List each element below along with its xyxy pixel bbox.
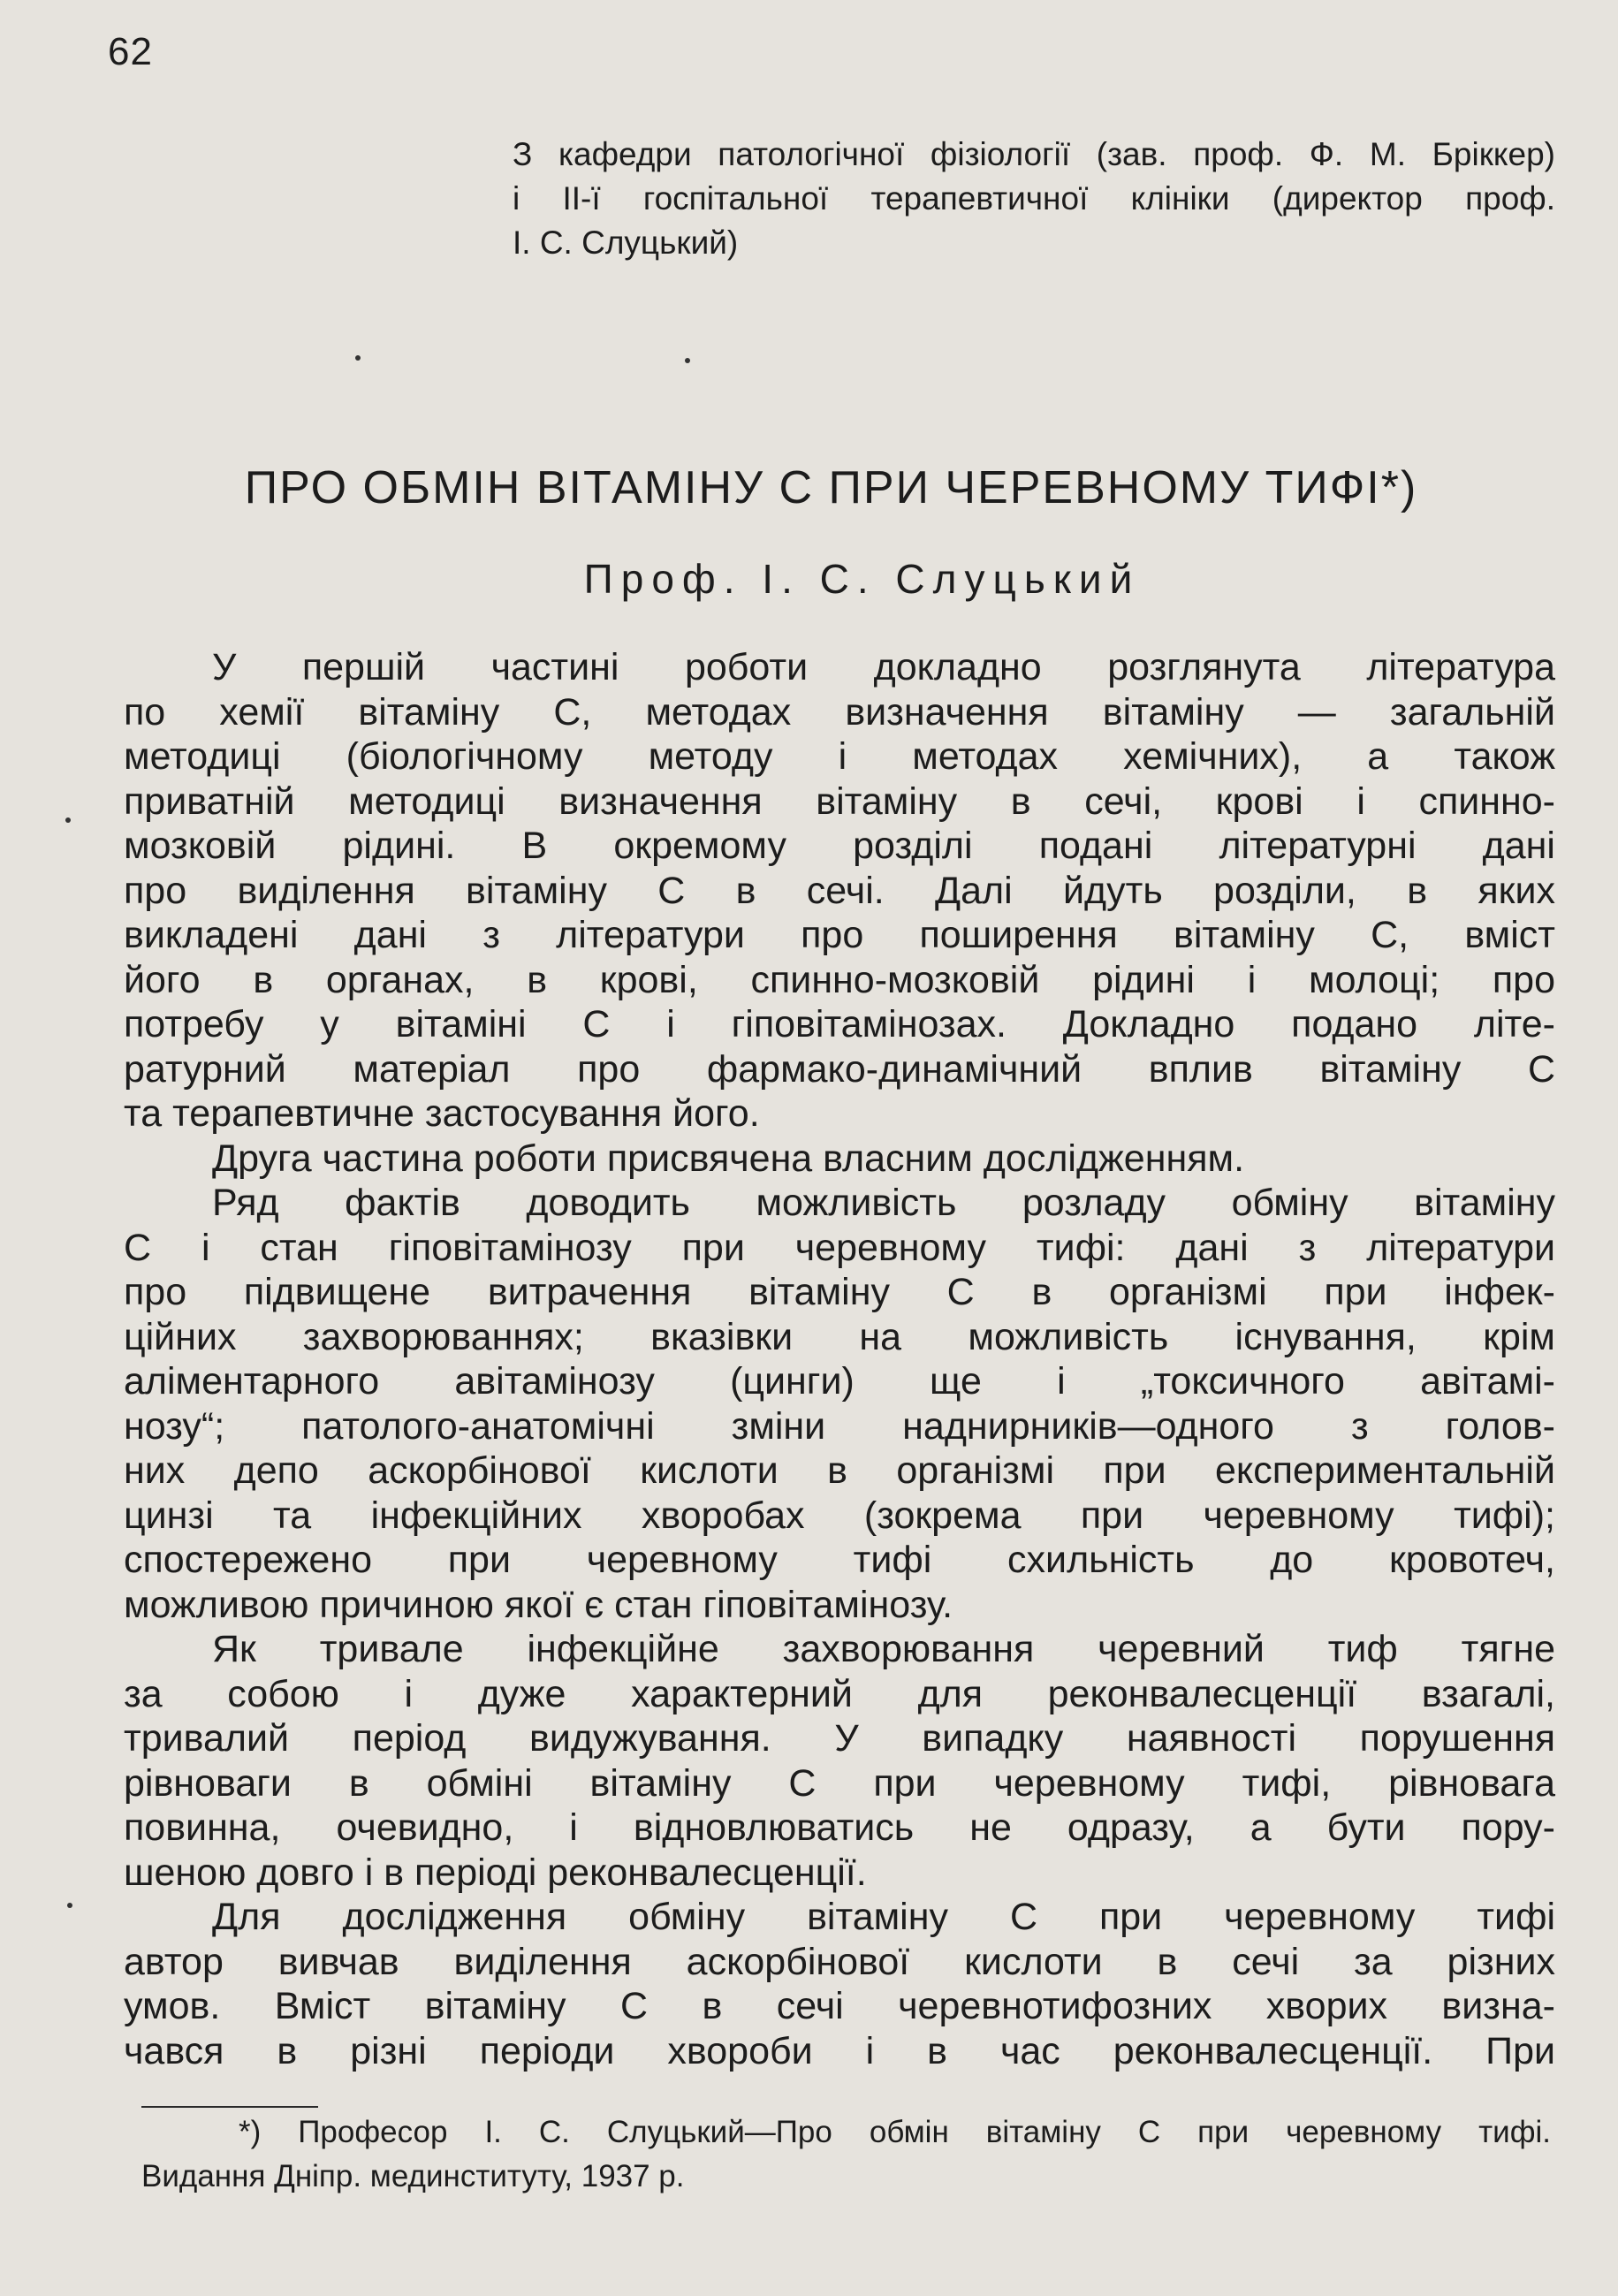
body-line: тривалий період видужування. У випадку наявності порушення (124, 1717, 1555, 1760)
body-line: методиці (біологічному методу і методах хемічних), а також (124, 735, 1555, 778)
footnote-line: *) Професор І. С. Слуцький—Про обмін вітаміну С при черевному тифі. (239, 2115, 1551, 2149)
body-line: чався в різні періоди хвороби і в час реконвалесценції. При (124, 2029, 1555, 2072)
body-line: цинзі та інфекційних хворобах (зокрема при черевному тифі); (124, 1494, 1555, 1537)
body-line: них депо аскорбінової кислоти в організмі при експериментальній (124, 1449, 1555, 1492)
article-title: ПРО ОБМІН ВІТАМІНУ С ПРИ ЧЕРЕВНОМУ ТИФІ*) (244, 462, 1418, 513)
body-line: викладені дані з літератури про поширення вітаміну С, вміст (124, 914, 1555, 956)
body-line: спостережено при черевному тифі схильність до кровотеч, (124, 1539, 1555, 1581)
body-line: приватній методиці визначення вітаміну в сечі, крові і спинно- (124, 779, 1555, 823)
affiliation-line: З кафедри патологічної фізіології (зав. проф. Ф. М. Бріккер) (513, 136, 1555, 172)
body-line: аліментарного авітамінозу (цинги) ще і „токсичного авітамі- (124, 1360, 1555, 1403)
paper-speck (65, 817, 71, 823)
body-line: автор вивчав виділення аскорбінової кислоти в сечі за різних (124, 1940, 1555, 1983)
body-line: про виділення вітаміну С в сечі. Далі йдуть розділи, в яких (124, 869, 1555, 912)
footnote (141, 2110, 1551, 2199)
body-line: за собою і дуже характерний для реконвалесценції взагалі, (124, 1672, 1555, 1715)
affiliation-line: І. С. Слуцький) (513, 224, 739, 261)
body-line: та терапевтичне застосування його. (124, 1092, 760, 1135)
article-body (124, 645, 1555, 2073)
body-line: У першій частині роботи докладно розглянута література (212, 646, 1555, 688)
body-line: ційних захворюваннях; вказівки на можливість існування, крім (124, 1315, 1555, 1358)
paper-speck (67, 1903, 72, 1908)
body-line: Друга частина роботи присвячена власним дослідженням. (212, 1137, 1245, 1180)
footnote-divider (141, 2106, 318, 2108)
affiliation-note (513, 133, 1555, 265)
body-line: умов. Вміст вітаміну С в сечі черевнотифозних хворих визна- (124, 1985, 1555, 2027)
footnote-line: Видання Дніпр. мединституту, 1937 р. (141, 2159, 685, 2193)
body-line: його в органах, в крові, спинно-мозковій рідині і молоці; про (124, 958, 1555, 1001)
body-line: нозу“; патолого-анатомічні зміни наднирників—одного з голов- (124, 1404, 1555, 1448)
body-line: можливою причиною якої є стан гіповітамінозу. (124, 1583, 953, 1626)
body-line: про підвищене витрачення вітаміну С в організмі при інфек- (124, 1271, 1555, 1313)
body-line: рівноваги в обміні вітаміну С при черевному тифі, рівновага (124, 1761, 1555, 1805)
paper-speck (685, 358, 690, 363)
body-line: С і стан гіповітамінозу при черевному тифі: дані з літератури (124, 1226, 1555, 1269)
body-line: потребу у вітаміні С і гіповітамінозах. Докладно подано літе- (124, 1003, 1555, 1045)
body-line: шеною довго і в періоді реконвалесценції. (124, 1851, 867, 1894)
body-line: повинна, очевидно, і відновлюватись не одразу, а бути пору- (124, 1806, 1555, 1849)
affiliation-line: і II-ї госпітальної терапевтичної клініки (директор проф. (513, 180, 1555, 217)
body-line: Для дослідження обміну вітаміну С при черевному тифі (212, 1896, 1555, 1938)
body-line: Як тривале інфекційне захворювання черевний тиф тягне (212, 1628, 1555, 1670)
paper-speck (355, 355, 361, 361)
page-number: 62 (108, 30, 153, 73)
article-author: Проф. І. С. Слуцький (583, 556, 1141, 602)
body-line: ратурний матеріал про фармако-динамічний вплив вітаміну С (124, 1047, 1555, 1091)
body-line: Ряд фактів доводить можливість розладу обміну вітаміну (212, 1182, 1555, 1224)
body-line: мозковій рідині. В окремому розділі подані літературні дані (124, 825, 1555, 867)
body-line: по хемії вітаміну С, методах визначення вітаміну — загальній (124, 690, 1555, 734)
